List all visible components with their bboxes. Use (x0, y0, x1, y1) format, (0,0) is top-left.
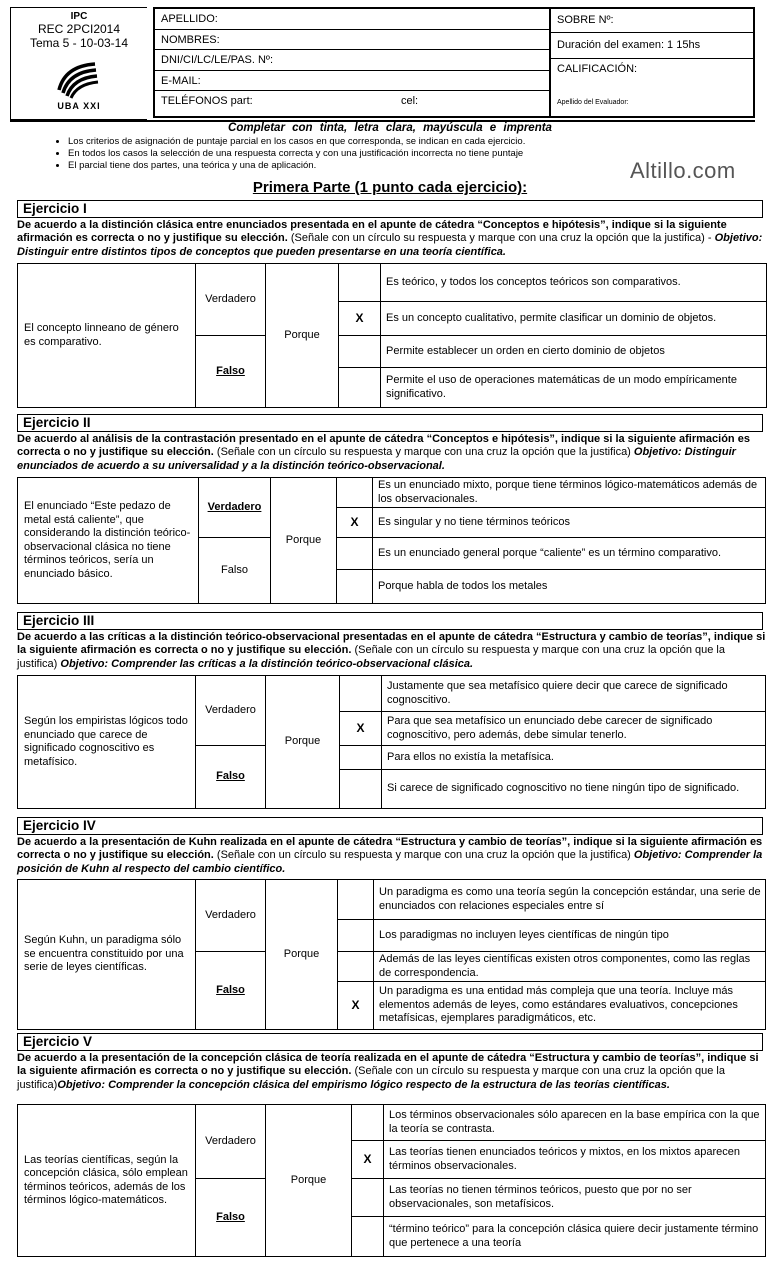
premise-cell: El enunciado “Este pedazo de metal está caliente”, que considerando la distinción teórico-observacional clásica no tiene términos teóricos, sería un enunciado básico. (18, 478, 199, 604)
email-field[interactable]: E-MAIL: (155, 71, 549, 92)
instructions-title: Completar con tinta, letra clara, mayúscula e imprenta (228, 122, 552, 134)
instructions-list (40, 136, 525, 172)
justification-checkbox[interactable]: X (339, 302, 381, 336)
part-title: Primera Parte (1 punto cada ejercicio): (252, 179, 528, 196)
calificacion-field[interactable] (551, 59, 753, 116)
answer-grid (17, 263, 767, 408)
exercise-statement (17, 1052, 767, 1092)
justification-option: “término teórico” para la concepción clásica quiere decir justamente término que pertenece a una teoría (384, 1217, 766, 1257)
justification-checkbox[interactable] (339, 336, 381, 368)
premise-cell: Según los empiristas lógicos todo enunciado que carece de significado cognoscitivo es metafísico. (18, 676, 196, 809)
exercise-title: Ejercicio II (17, 414, 763, 432)
exercise-statement (17, 631, 767, 671)
justification-checkbox[interactable] (337, 538, 373, 570)
calificacion-label: CALIFICACIÓN: (557, 63, 638, 75)
justification-option: Es un enunciado mixto, porque tiene términos lógico-matemáticos además de los observacionales. (373, 478, 766, 508)
justification-option: Permite establecer un orden en cierto dominio de objetos (381, 336, 767, 368)
duracion-label: Duración del examen: 1 15hs (551, 33, 753, 59)
statement-bold: De acuerdo a la presentación de la concepción clásica de teoría realizada en el apunte de cátedra “Estructura y cambio de teorías”, indique si la siguiente afirmación es correcta o no y justifique su elección. (17, 1052, 759, 1078)
falso-option[interactable]: Falso (196, 952, 266, 1030)
exercise-statement (17, 836, 767, 876)
telefonos-field[interactable]: TELÉFONOS part: cel: (155, 91, 549, 112)
justification-option: Para que sea metafísico un enunciado debe carecer de significado cognoscitivo, pero además, debe simular tenerlo. (382, 712, 766, 746)
justification-option: Justamente que sea metafísico quiere decir que carece de significado cognoscitivo. (382, 676, 766, 712)
statement-objective: Objetivo: Comprender la concepción clásica del empirismo lógico respecto de la estructura de las teorías científicas. (57, 1078, 670, 1091)
sobre-field[interactable]: SOBRE Nº: (551, 9, 753, 33)
exam-topic-date: Tema 5 - 10-03-14 (29, 36, 129, 50)
justification-option: Las teorías no tienen términos teóricos, puesto que por no ser observacionales, son metafísicos. (384, 1179, 766, 1217)
verdadero-option[interactable]: Verdadero (196, 676, 266, 746)
justification-option: Para ellos no existía la metafísica. (382, 746, 766, 770)
exercise-title: Ejercicio III (17, 612, 763, 630)
justification-checkbox[interactable] (352, 1217, 384, 1257)
justification-checkbox[interactable]: X (338, 982, 374, 1030)
statement-instructions: (Señale con un círculo su respuesta y marque con una cruz la opción que la justifica) (213, 849, 634, 862)
justification-option: Las teorías tienen enunciados teóricos y mixtos, en los mixtos aparecen términos observacionales. (384, 1141, 766, 1179)
verdadero-option[interactable]: Verdadero (196, 1105, 266, 1179)
watermark: Altillo.com (630, 158, 736, 183)
justification-checkbox[interactable] (340, 676, 382, 712)
justification-checkbox[interactable]: X (340, 712, 382, 746)
statement-instructions: (Señale con un círculo su respuesta y marque con una cruz la opción que la justifica) (17, 1065, 725, 1091)
exercise-statement (17, 433, 767, 473)
justification-option: Permite el uso de operaciones matemáticas de un modo empíricamente significativo. (381, 368, 767, 408)
porque-label: Porque (266, 1105, 352, 1257)
header-course-box (10, 7, 147, 120)
porque-label: Porque (266, 264, 339, 408)
answer-grid (17, 477, 766, 604)
answer-grid (17, 675, 766, 809)
apellido-field[interactable]: APELLIDO: (155, 9, 549, 30)
justification-checkbox[interactable] (339, 368, 381, 408)
instruction-item: • El parcial tiene dos partes, una teórica y una de aplicación. (68, 160, 525, 172)
verdadero-option[interactable]: Verdadero (196, 880, 266, 952)
justification-checkbox[interactable] (337, 570, 373, 604)
statement-bold: De acuerdo a las críticas a la distinción teórico-observacional presentadas en el apunte de cátedra “Estructura y cambio de teorías”, indique si la siguiente afirmación es correcta o no y justifique su elección. (17, 631, 766, 657)
answer-grid (17, 879, 766, 1030)
exercise-title: Ejercicio I (17, 200, 763, 218)
subject-code: IPC (70, 11, 88, 22)
verdadero-option[interactable]: Verdadero (199, 478, 271, 538)
justification-option: Un paradigma es una entidad más compleja que una teoría. Incluye más elementos además de leyes, como estándares evaluativos, concepciones metafísicas, ejemplares paradigmáticos, etc. (374, 982, 766, 1030)
justification-checkbox[interactable] (339, 264, 381, 302)
porque-label: Porque (271, 478, 337, 604)
statement-objective: Objetivo: Comprender las críticas a la distinción teórico-observacional clásica. (60, 657, 474, 670)
justification-checkbox[interactable] (338, 880, 374, 920)
evaluador-label: Apellido del Evaluador: (557, 99, 629, 106)
premise-cell: Según Kuhn, un paradigma sólo se encuentra constituido por una serie de leyes científicas. (18, 880, 196, 1030)
falso-option[interactable]: Falso (196, 1179, 266, 1257)
instruction-item: • En todos los casos la selección de una respuesta correcta y con una justificación incorrecta no tiene puntaje (68, 148, 525, 160)
justification-option: Un paradigma es como una teoría según la concepción estándar, una serie de enunciados con relaciones especiales entre sí (374, 880, 766, 920)
statement-instructions: (Señale con un círculo su respuesta y marque con una cruz la opción que la justifica) - (287, 232, 715, 245)
justification-checkbox[interactable] (338, 952, 374, 982)
justification-checkbox[interactable] (340, 770, 382, 809)
premise-cell: El concepto linneano de género es comparativo. (18, 264, 196, 408)
statement-instructions: (Señale con un círculo su respuesta y marque con una cruz la opción que la justifica) (213, 446, 634, 459)
uba-logo-text: UBA XXI (57, 101, 101, 111)
exam-info-box (551, 7, 755, 118)
falso-option[interactable]: Falso (196, 336, 266, 408)
justification-option: Además de las leyes científicas existen otros componentes, como las reglas de correspondencia. (374, 952, 766, 982)
justification-checkbox[interactable] (337, 478, 373, 508)
exercise-title: Ejercicio IV (17, 817, 763, 835)
student-info-box (153, 7, 551, 118)
justification-option: Es un concepto cualitativo, permite clasificar un dominio de objetos. (381, 302, 767, 336)
dni-field[interactable]: DNI/CI/LC/LE/PAS. Nº: (155, 50, 549, 71)
uba-logo-icon (55, 60, 99, 100)
justification-option: Es un enunciado general porque “caliente” es un término comparativo. (373, 538, 766, 570)
statement-bold: De acuerdo al análisis de la contrastación presentado en el apunte de cátedra “Conceptos e hipótesis”, indique si la siguiente afirmación es correcta o no y justifique su elección. (17, 433, 750, 459)
premise-cell: Las teorías científicas, según la concepción clásica, sólo emplean términos teóricos, además de los términos lógico-matemáticos. (18, 1105, 196, 1257)
exercise-statement (17, 219, 767, 259)
justification-option: Si carece de significado cognoscitivo no tiene ningún tipo de significado. (382, 770, 766, 809)
instruction-item: • Los criterios de asignación de puntaje parcial en los casos en que corresponda, se indican en cada ejercicio. (68, 136, 525, 148)
falso-option[interactable]: Falso (199, 538, 271, 604)
statement-bold: De acuerdo a la presentación de Kuhn realizada en el apunte de cátedra “Estructura y cambio de teorías”, indique si la siguiente afirmación es correcta o no y justifique su elección. (17, 836, 763, 862)
justification-checkbox[interactable] (338, 920, 374, 952)
justification-option: Es teórico, y todos los conceptos teóricos son comparativos. (381, 264, 767, 302)
porque-label: Porque (266, 676, 340, 809)
statement-objective: Objetivo: Distinguir enunciados de acuerdo a su universalidad y a la distinción teórico-observacional. (17, 446, 736, 472)
justification-option: Porque habla de todos los metales (373, 570, 766, 604)
statement-instructions: (Señale con un círculo su respuesta y marque con una cruz la opción que la justifica) (17, 644, 725, 670)
statement-bold: De acuerdo a la distinción clásica entre enunciados presentada en el apunte de cátedra “Conceptos e hipótesis”, indique si la siguiente afirmación es correcta o no y justifique su elección. (17, 219, 727, 245)
justification-option: Los términos observacionales sólo aparecen en la base empírica con la que la teoría se contrasta. (384, 1105, 766, 1141)
justification-checkbox[interactable] (352, 1179, 384, 1217)
porque-label: Porque (266, 880, 338, 1030)
answer-grid (17, 1104, 766, 1257)
justification-checkbox[interactable] (340, 746, 382, 770)
exercise-title: Ejercicio V (17, 1033, 763, 1051)
falso-option[interactable]: Falso (196, 746, 266, 809)
justification-option: Es singular y no tiene términos teóricos (373, 508, 766, 538)
justification-option: Los paradigmas no incluyen leyes científicas de ningún tipo (374, 920, 766, 952)
statement-objective: Objetivo: Comprender la posición de Kuhn al respecto del cambio científico. (17, 849, 763, 875)
statement-objective: Objetivo: Distinguir entre distintos tipos de conceptos que pueden presentarse en una teoría científica. (17, 232, 763, 258)
justification-checkbox[interactable] (352, 1105, 384, 1141)
justification-checkbox[interactable]: X (337, 508, 373, 538)
cel-label: cel: (401, 95, 419, 108)
nombres-field[interactable]: NOMBRES: (155, 30, 549, 51)
verdadero-option[interactable]: Verdadero (196, 264, 266, 336)
course-code: REC 2PCI2014 (37, 22, 121, 36)
justification-checkbox[interactable]: X (352, 1141, 384, 1179)
